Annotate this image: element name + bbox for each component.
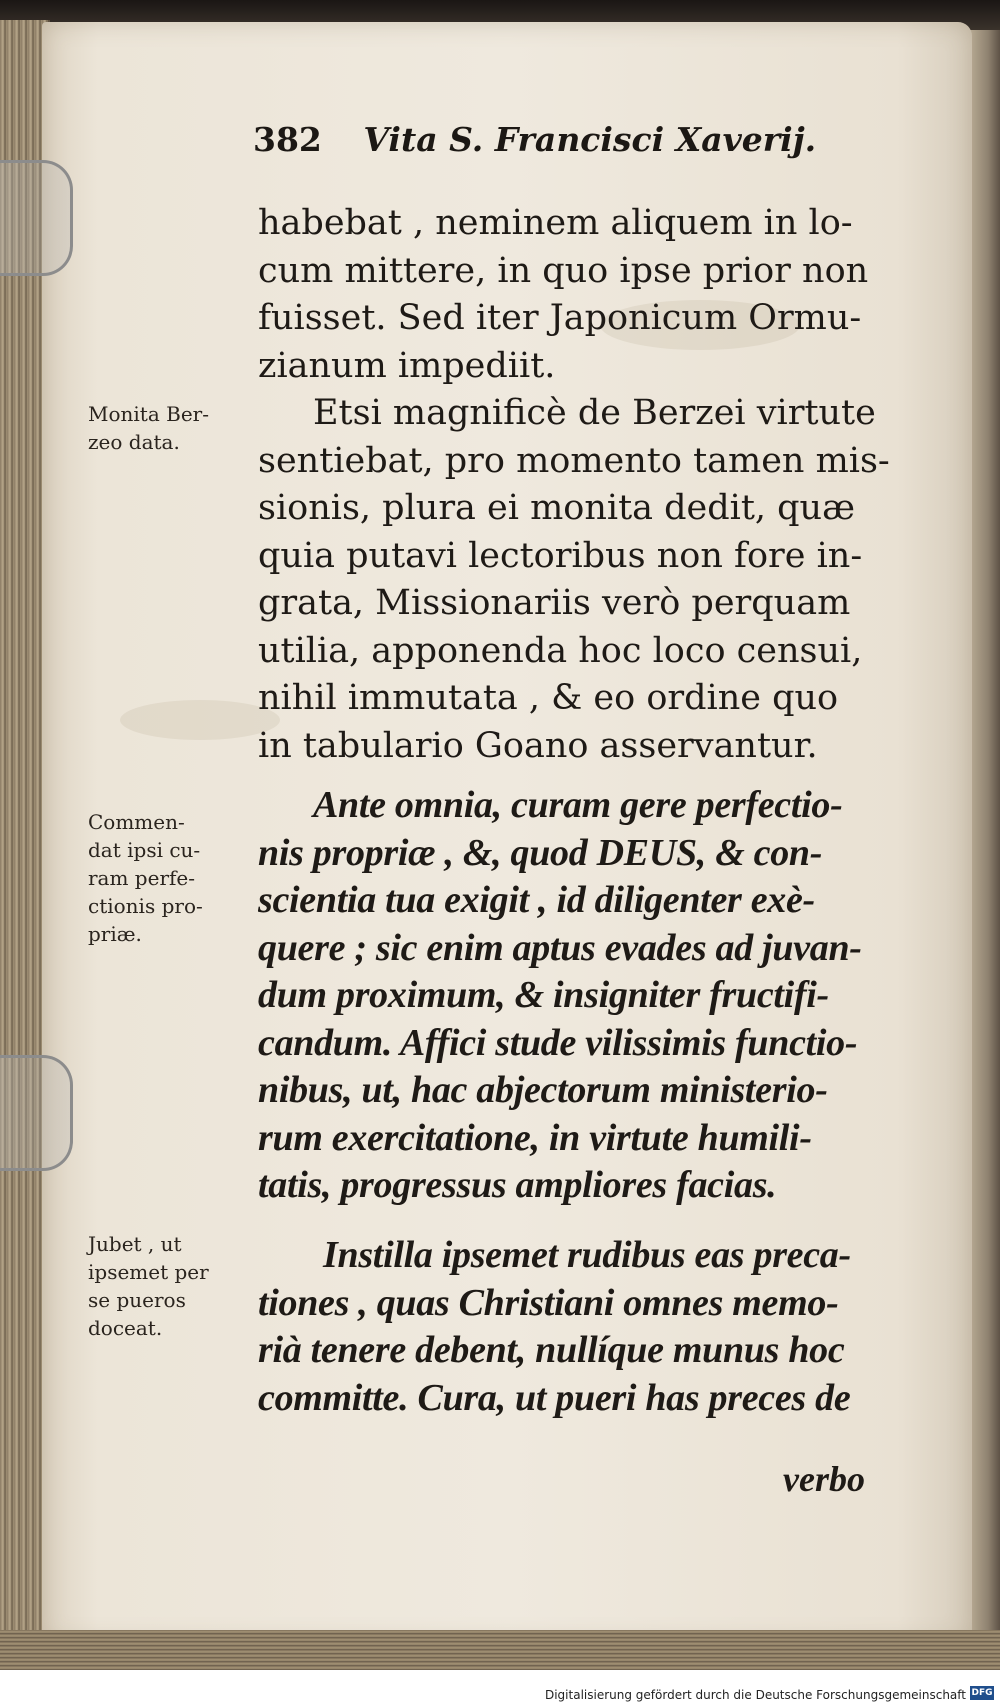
text-line: committe. Cura, ut pueri has preces de (258, 1376, 851, 1419)
dfg-logo: DFG (971, 1688, 993, 1698)
body-text-roman (258, 200, 908, 770)
body-text-italic-2 (258, 1232, 908, 1422)
text-line: sionis, plura ei monita dedit, quæ (258, 488, 855, 528)
book-bottom-edge (0, 1630, 1000, 1670)
text-line: Instilla ipsemet rudibus eas preca- (323, 1234, 851, 1276)
text-line: tiones , quas Christiani omnes memo- (258, 1281, 839, 1324)
text-line: rum exercitatione, in virtute humili- (258, 1116, 812, 1159)
page-header (253, 120, 816, 159)
text-line: Etsi magnificè de Berzei virtute (313, 393, 876, 433)
text-line: Ante omnia, curam gere perfectio- (313, 784, 843, 826)
text-line: rià tenere debent, nullíque munus hoc (258, 1329, 845, 1371)
margin-note-line: doceat. (88, 1316, 163, 1340)
page-number: 382 (253, 120, 322, 159)
text-line: cum mittere, in quo ipse prior non (258, 250, 869, 291)
text-line: quia putavi lectoribus non fore in- (258, 535, 863, 576)
margin-note-line: priæ. (88, 922, 142, 946)
text-line: nibus, ut, hac abjectorum ministerio- (258, 1069, 828, 1111)
digitization-credit: Digitalisierung gefördert durch die Deutsche Forschungsgemeinschaft (544, 1688, 966, 1702)
text-line: tatis, progressus ampliores facias. (258, 1164, 777, 1206)
margin-note-line: ram perfe- (88, 866, 196, 890)
text-line: grata, Missionariis verò perquam (258, 583, 851, 623)
text-line: nis propriæ , &, quod DEUS, & con- (258, 831, 823, 874)
margin-note-line: zeo data. (88, 430, 180, 454)
margin-note-line: se pueros (88, 1288, 186, 1312)
text-line: dum proximum, & insigniter fructifi- (258, 974, 829, 1016)
paper-smudge (120, 700, 280, 740)
margin-note-line: Commen- (88, 810, 185, 834)
right-facing-page-edge (970, 30, 1000, 1670)
margin-note-line: dat ipsi cu- (88, 838, 201, 862)
text-line: sentiebat, pro momento tamen mis- (258, 440, 890, 481)
text-line: candum. Affici stude vilissimis functio- (258, 1021, 858, 1064)
bookmark-clip (0, 160, 73, 276)
body-text-italic-1 (258, 782, 908, 1210)
catchword: verbo (783, 1459, 865, 1499)
text-line: in tabulario Goano asservantur. (258, 725, 818, 766)
text-line: fuisset. Sed iter Japonicum Ormu- (258, 298, 862, 338)
text-line: zianum impediit. (258, 345, 556, 386)
text-line: utilia, apponenda hoc loco censui, (258, 630, 863, 671)
text-line: scientia tua exigit , id diligenter exè- (258, 879, 815, 921)
margin-note (88, 1230, 248, 1342)
text-line: habebat , neminem aliquem in lo- (258, 203, 853, 243)
bookmark-clip (0, 1055, 73, 1171)
margin-note-line: Jubet , ut (88, 1232, 182, 1256)
margin-note-line: ctionis pro- (88, 894, 203, 918)
margin-note-line: Monita Ber- (88, 402, 209, 426)
running-head: Vita S. Francisci Xaverij. (363, 120, 817, 159)
text-line: quere ; sic enim aptus evades ad juvan- (258, 926, 862, 969)
margin-note-line: ipsemet per (88, 1260, 209, 1284)
text-line: nihil immutata , & eo ordine quo (258, 678, 839, 718)
margin-note (88, 808, 248, 948)
margin-note (88, 400, 248, 456)
